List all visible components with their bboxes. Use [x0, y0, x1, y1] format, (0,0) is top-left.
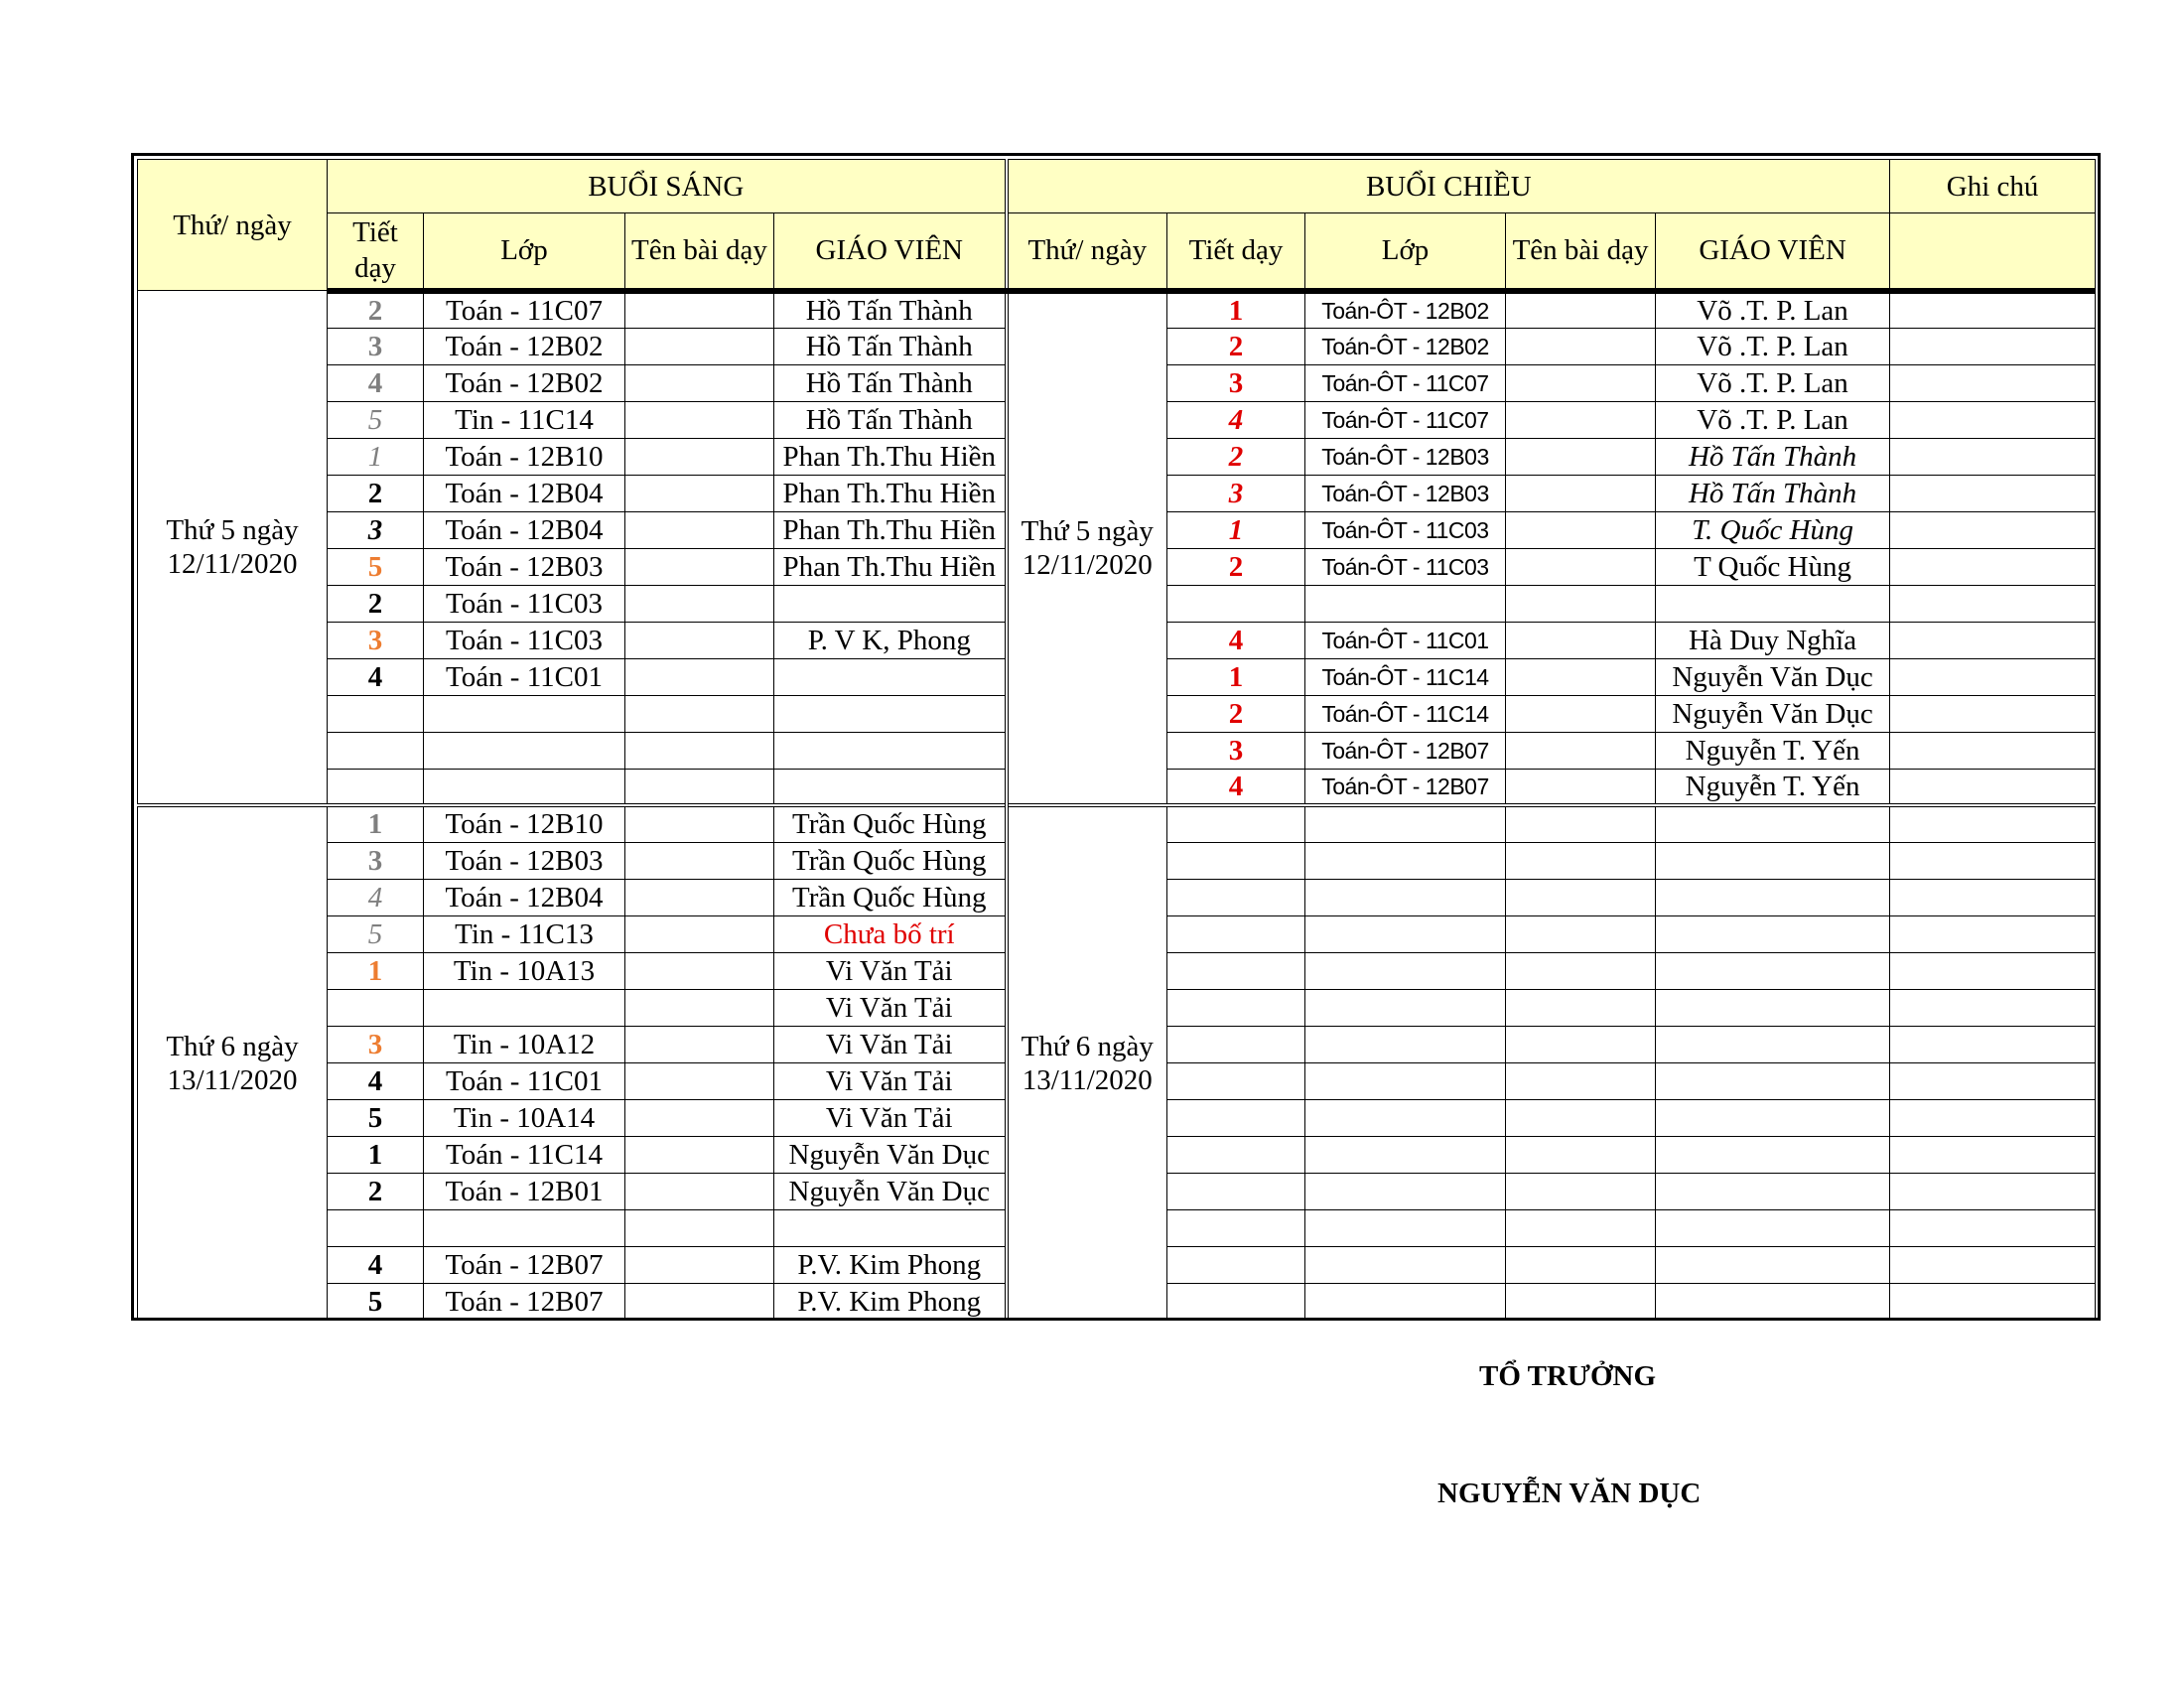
schedule-sheet — [131, 153, 2101, 1321]
lesson-cell-pm — [1506, 291, 1656, 329]
period-cell-pm — [1167, 1209, 1305, 1246]
class-cell: Toán - 12B02 — [424, 328, 625, 364]
lesson-cell-pm — [1506, 915, 1656, 952]
period-cell-pm — [1167, 1062, 1305, 1099]
period-cell: 4 — [328, 1062, 424, 1099]
period-cell — [328, 695, 424, 732]
note-cell — [1890, 438, 2096, 475]
teacher-cell-pm — [1656, 1283, 1890, 1320]
note-cell — [1890, 475, 2096, 511]
class-cell-pm — [1305, 989, 1506, 1026]
header-lop-pm: Lớp — [1305, 213, 1506, 291]
class-cell-pm — [1305, 1099, 1506, 1136]
day-label-afternoon: Thứ 6 ngày 13/11/2020 — [1007, 805, 1167, 1320]
lesson-cell-pm — [1506, 879, 1656, 915]
class-cell-pm: Toán-ÔT - 12B07 — [1305, 769, 1506, 805]
lesson-cell — [625, 585, 774, 622]
teacher-cell: Vi Văn Tải — [774, 1026, 1007, 1062]
period-cell-pm — [1167, 1136, 1305, 1173]
lesson-cell — [625, 695, 774, 732]
note-cell — [1890, 364, 2096, 401]
note-cell — [1890, 1026, 2096, 1062]
teacher-cell: P. V K, Phong — [774, 622, 1007, 658]
lesson-cell-pm — [1506, 548, 1656, 585]
period-cell: 2 — [328, 291, 424, 329]
class-cell-pm: Toán-ÔT - 11C14 — [1305, 695, 1506, 732]
period-cell: 1 — [328, 438, 424, 475]
teacher-cell-pm — [1656, 1099, 1890, 1136]
note-cell — [1890, 732, 2096, 769]
lesson-cell — [625, 769, 774, 805]
lesson-cell — [625, 1209, 774, 1246]
lesson-cell-pm — [1506, 438, 1656, 475]
period-cell-pm: 3 — [1167, 732, 1305, 769]
class-cell: Toán - 12B07 — [424, 1246, 625, 1283]
lesson-cell-pm — [1506, 1246, 1656, 1283]
period-cell-pm: 4 — [1167, 401, 1305, 438]
period-cell-pm — [1167, 1246, 1305, 1283]
class-cell: Toán - 11C07 — [424, 291, 625, 329]
period-cell-pm: 1 — [1167, 291, 1305, 329]
class-cell: Tin - 10A13 — [424, 952, 625, 989]
period-cell-pm — [1167, 1283, 1305, 1320]
note-cell — [1890, 842, 2096, 879]
period-cell: 5 — [328, 1099, 424, 1136]
period-cell-pm — [1167, 805, 1305, 842]
note-cell — [1890, 1209, 2096, 1246]
period-cell-pm — [1167, 952, 1305, 989]
lesson-cell — [625, 732, 774, 769]
teacher-cell: Phan Th.Thu Hiền — [774, 475, 1007, 511]
teacher-cell — [774, 769, 1007, 805]
class-cell-pm: Toán-ÔT - 12B07 — [1305, 732, 1506, 769]
lesson-cell — [625, 842, 774, 879]
period-cell-pm — [1167, 1099, 1305, 1136]
class-cell — [424, 989, 625, 1026]
teacher-cell-pm — [1656, 1136, 1890, 1173]
class-cell-pm — [1305, 1209, 1506, 1246]
period-cell: 4 — [328, 658, 424, 695]
class-cell: Toán - 11C03 — [424, 622, 625, 658]
class-cell-pm: Toán-ÔT - 11C07 — [1305, 364, 1506, 401]
teacher-cell-pm: Hồ Tấn Thành — [1656, 475, 1890, 511]
note-cell — [1890, 1173, 2096, 1209]
lesson-cell — [625, 915, 774, 952]
lesson-cell-pm — [1506, 364, 1656, 401]
lesson-cell-pm — [1506, 1026, 1656, 1062]
lesson-cell-pm — [1506, 952, 1656, 989]
period-cell-pm — [1167, 989, 1305, 1026]
period-cell: 5 — [328, 548, 424, 585]
note-cell — [1890, 622, 2096, 658]
header-ghi-chu-blank — [1890, 213, 2096, 291]
teacher-cell-pm — [1656, 1173, 1890, 1209]
note-cell — [1890, 585, 2096, 622]
lesson-cell-pm — [1506, 732, 1656, 769]
class-cell: Toán - 12B10 — [424, 805, 625, 842]
header-ghi-chu: Ghi chú — [1890, 160, 2096, 213]
class-cell-pm: Toán-ÔT - 11C03 — [1305, 548, 1506, 585]
teacher-cell-pm: Võ .T. P. Lan — [1656, 364, 1890, 401]
teacher-cell-pm: Nguyễn T. Yến — [1656, 769, 1890, 805]
note-cell — [1890, 1099, 2096, 1136]
note-cell — [1890, 1136, 2096, 1173]
teacher-cell: Phan Th.Thu Hiền — [774, 548, 1007, 585]
header-thu-ngay-pm: Thứ/ ngày — [1007, 213, 1167, 291]
period-cell — [328, 989, 424, 1026]
teacher-cell: Nguyễn Văn Dục — [774, 1136, 1007, 1173]
period-cell: 4 — [328, 879, 424, 915]
period-cell-pm — [1167, 1026, 1305, 1062]
class-cell: Toán - 12B03 — [424, 548, 625, 585]
class-cell: Toán - 11C14 — [424, 1136, 625, 1173]
teacher-cell: P.V. Kim Phong — [774, 1246, 1007, 1283]
period-cell — [328, 1209, 424, 1246]
teacher-cell: Vi Văn Tải — [774, 1099, 1007, 1136]
period-cell: 1 — [328, 952, 424, 989]
teacher-cell-pm: Hà Duy Nghĩa — [1656, 622, 1890, 658]
teacher-cell: Hồ Tấn Thành — [774, 291, 1007, 329]
period-cell: 5 — [328, 915, 424, 952]
class-cell: Toán - 12B02 — [424, 364, 625, 401]
period-cell: 3 — [328, 1026, 424, 1062]
teacher-cell: Hồ Tấn Thành — [774, 328, 1007, 364]
lesson-cell — [625, 1173, 774, 1209]
lesson-cell-pm — [1506, 1136, 1656, 1173]
class-cell: Toán - 12B04 — [424, 879, 625, 915]
class-cell: Toán - 11C03 — [424, 585, 625, 622]
teacher-cell: Phan Th.Thu Hiền — [774, 438, 1007, 475]
period-cell-pm: 4 — [1167, 622, 1305, 658]
class-cell-pm: Toán-ÔT - 12B03 — [1305, 438, 1506, 475]
teacher-cell-pm — [1656, 915, 1890, 952]
period-cell: 4 — [328, 1246, 424, 1283]
class-cell-pm: Toán-ÔT - 12B02 — [1305, 328, 1506, 364]
teacher-cell: Vi Văn Tải — [774, 1062, 1007, 1099]
class-cell: Toán - 11C01 — [424, 1062, 625, 1099]
teacher-cell-pm — [1656, 1026, 1890, 1062]
class-cell: Toán - 11C01 — [424, 658, 625, 695]
teacher-cell-pm: T Quốc Hùng — [1656, 548, 1890, 585]
class-cell: Toán - 12B07 — [424, 1283, 625, 1320]
lesson-cell-pm — [1506, 805, 1656, 842]
lesson-cell — [625, 511, 774, 548]
note-cell — [1890, 291, 2096, 329]
teacher-cell: P.V. Kim Phong — [774, 1283, 1007, 1320]
teacher-cell: Vi Văn Tải — [774, 952, 1007, 989]
teacher-cell-pm: Hồ Tấn Thành — [1656, 438, 1890, 475]
teacher-cell-pm — [1656, 952, 1890, 989]
teacher-cell-pm: Nguyễn Văn Dục — [1656, 658, 1890, 695]
lesson-cell — [625, 438, 774, 475]
class-cell-pm — [1305, 879, 1506, 915]
period-cell: 2 — [328, 585, 424, 622]
note-cell — [1890, 328, 2096, 364]
class-cell: Tin - 10A14 — [424, 1099, 625, 1136]
note-cell — [1890, 1062, 2096, 1099]
period-cell: 5 — [328, 1283, 424, 1320]
teacher-cell — [774, 695, 1007, 732]
lesson-cell — [625, 622, 774, 658]
teacher-cell-pm — [1656, 1246, 1890, 1283]
header-thu-ngay: Thứ/ ngày — [138, 160, 328, 291]
class-cell-pm — [1305, 1136, 1506, 1173]
header-giao-vien-am: GIÁO VIÊN — [774, 213, 1007, 291]
header-lop-am: Lớp — [424, 213, 625, 291]
class-cell-pm — [1305, 842, 1506, 879]
period-cell-pm — [1167, 585, 1305, 622]
class-cell: Toán - 12B10 — [424, 438, 625, 475]
header-tiet-day-pm: Tiết dạy — [1167, 213, 1305, 291]
lesson-cell — [625, 548, 774, 585]
class-cell: Toán - 12B04 — [424, 511, 625, 548]
lesson-cell — [625, 1062, 774, 1099]
period-cell-pm: 2 — [1167, 548, 1305, 585]
day-label-morning: Thứ 6 ngày 13/11/2020 — [138, 805, 328, 1320]
lesson-cell — [625, 1246, 774, 1283]
class-cell: Tin - 11C14 — [424, 401, 625, 438]
note-cell — [1890, 511, 2096, 548]
class-cell-pm — [1305, 1173, 1506, 1209]
lesson-cell-pm — [1506, 1062, 1656, 1099]
class-cell-pm — [1305, 1062, 1506, 1099]
period-cell: 3 — [328, 511, 424, 548]
teacher-cell-pm — [1656, 1062, 1890, 1099]
lesson-cell-pm — [1506, 328, 1656, 364]
class-cell-pm — [1305, 1283, 1506, 1320]
header-ten-bai-pm: Tên bài dạy — [1506, 213, 1656, 291]
lesson-cell-pm — [1506, 658, 1656, 695]
lesson-cell — [625, 989, 774, 1026]
teacher-cell: Vi Văn Tải — [774, 989, 1007, 1026]
lesson-cell-pm — [1506, 842, 1656, 879]
period-cell: 1 — [328, 1136, 424, 1173]
lesson-cell — [625, 805, 774, 842]
day-label-afternoon: Thứ 5 ngày 12/11/2020 — [1007, 291, 1167, 806]
class-cell-pm: Toán-ÔT - 11C14 — [1305, 658, 1506, 695]
period-cell-pm: 3 — [1167, 475, 1305, 511]
lesson-cell — [625, 1099, 774, 1136]
class-cell-pm — [1305, 585, 1506, 622]
teacher-cell — [774, 585, 1007, 622]
period-cell-pm — [1167, 842, 1305, 879]
lesson-cell-pm — [1506, 475, 1656, 511]
teacher-cell-pm — [1656, 585, 1890, 622]
teacher-cell-pm: Võ .T. P. Lan — [1656, 328, 1890, 364]
teacher-cell: Hồ Tấn Thành — [774, 401, 1007, 438]
period-cell: 5 — [328, 401, 424, 438]
lesson-cell — [625, 475, 774, 511]
teacher-cell-pm: Võ .T. P. Lan — [1656, 401, 1890, 438]
note-cell — [1890, 952, 2096, 989]
teacher-cell: Hồ Tấn Thành — [774, 364, 1007, 401]
class-cell-pm: Toán-ÔT - 12B03 — [1305, 475, 1506, 511]
period-cell: 4 — [328, 364, 424, 401]
teacher-cell-pm — [1656, 989, 1890, 1026]
period-cell: 3 — [328, 328, 424, 364]
period-cell: 1 — [328, 805, 424, 842]
lesson-cell-pm — [1506, 1173, 1656, 1209]
table-row — [138, 291, 2096, 329]
period-cell: 3 — [328, 622, 424, 658]
header-buoi-chieu: BUỔI CHIỀU — [1007, 160, 1890, 213]
class-cell: Tin - 11C13 — [424, 915, 625, 952]
teacher-cell-pm: Nguyễn Văn Dục — [1656, 695, 1890, 732]
header-ten-bai-am: Tên bài dạy — [625, 213, 774, 291]
note-cell — [1890, 1246, 2096, 1283]
class-cell: Tin - 10A12 — [424, 1026, 625, 1062]
class-cell-pm: Toán-ÔT - 11C07 — [1305, 401, 1506, 438]
lesson-cell-pm — [1506, 769, 1656, 805]
period-cell-pm: 2 — [1167, 328, 1305, 364]
period-cell-pm: 2 — [1167, 695, 1305, 732]
period-cell: 2 — [328, 1173, 424, 1209]
teacher-cell-pm: T. Quốc Hùng — [1656, 511, 1890, 548]
lesson-cell — [625, 364, 774, 401]
class-cell-pm — [1305, 1246, 1506, 1283]
teacher-cell: Chưa bố trí — [774, 915, 1007, 952]
lesson-cell-pm — [1506, 585, 1656, 622]
teacher-cell-pm — [1656, 805, 1890, 842]
lesson-cell-pm — [1506, 1099, 1656, 1136]
lesson-cell-pm — [1506, 511, 1656, 548]
period-cell: 3 — [328, 842, 424, 879]
class-cell-pm: Toán-ÔT - 12B02 — [1305, 291, 1506, 329]
lesson-cell-pm — [1506, 989, 1656, 1026]
period-cell-pm: 4 — [1167, 769, 1305, 805]
class-cell-pm — [1305, 805, 1506, 842]
period-cell-pm — [1167, 915, 1305, 952]
schedule-table — [137, 159, 2096, 1321]
note-cell — [1890, 879, 2096, 915]
teacher-cell: Trần Quốc Hùng — [774, 805, 1007, 842]
teacher-cell: Nguyễn Văn Dục — [774, 1173, 1007, 1209]
lesson-cell — [625, 658, 774, 695]
class-cell-pm — [1305, 952, 1506, 989]
lesson-cell — [625, 291, 774, 329]
header-giao-vien-pm: GIÁO VIÊN — [1656, 213, 1890, 291]
lesson-cell-pm — [1506, 622, 1656, 658]
lesson-cell — [625, 328, 774, 364]
teacher-cell-pm — [1656, 842, 1890, 879]
lesson-cell-pm — [1506, 1283, 1656, 1320]
teacher-cell: Trần Quốc Hùng — [774, 842, 1007, 879]
period-cell — [328, 769, 424, 805]
period-cell-pm — [1167, 879, 1305, 915]
teacher-cell — [774, 658, 1007, 695]
note-cell — [1890, 658, 2096, 695]
note-cell — [1890, 989, 2096, 1026]
teacher-cell: Trần Quốc Hùng — [774, 879, 1007, 915]
class-cell — [424, 1209, 625, 1246]
lesson-cell — [625, 1283, 774, 1320]
note-cell — [1890, 915, 2096, 952]
class-cell-pm — [1305, 1026, 1506, 1062]
class-cell: Toán - 12B04 — [424, 475, 625, 511]
day-label-morning: Thứ 5 ngày 12/11/2020 — [138, 291, 328, 806]
class-cell-pm: Toán-ÔT - 11C03 — [1305, 511, 1506, 548]
class-cell — [424, 732, 625, 769]
lesson-cell — [625, 1136, 774, 1173]
note-cell — [1890, 769, 2096, 805]
table-row — [138, 805, 2096, 842]
teacher-cell — [774, 732, 1007, 769]
lesson-cell — [625, 952, 774, 989]
header-tiet-day-am: Tiết dạy — [328, 213, 424, 291]
class-cell — [424, 769, 625, 805]
class-cell: Toán - 12B01 — [424, 1173, 625, 1209]
period-cell — [328, 732, 424, 769]
class-cell — [424, 695, 625, 732]
signature-title: TỔ TRƯỞNG — [1479, 1360, 1657, 1392]
period-cell-pm: 1 — [1167, 658, 1305, 695]
note-cell — [1890, 548, 2096, 585]
period-cell-pm — [1167, 1173, 1305, 1209]
signature-name: NGUYỄN VĂN DỤC — [1437, 1477, 1702, 1509]
lesson-cell — [625, 401, 774, 438]
teacher-cell — [774, 1209, 1007, 1246]
note-cell — [1890, 401, 2096, 438]
class-cell: Toán - 12B03 — [424, 842, 625, 879]
header-buoi-sang: BUỔI SÁNG — [328, 160, 1007, 213]
period-cell: 2 — [328, 475, 424, 511]
note-cell — [1890, 695, 2096, 732]
teacher-cell-pm — [1656, 1209, 1890, 1246]
lesson-cell — [625, 879, 774, 915]
class-cell-pm: Toán-ÔT - 11C01 — [1305, 622, 1506, 658]
teacher-cell-pm: Nguyễn T. Yến — [1656, 732, 1890, 769]
note-cell — [1890, 1283, 2096, 1320]
lesson-cell-pm — [1506, 1209, 1656, 1246]
lesson-cell-pm — [1506, 401, 1656, 438]
period-cell-pm: 3 — [1167, 364, 1305, 401]
lesson-cell-pm — [1506, 695, 1656, 732]
period-cell-pm: 2 — [1167, 438, 1305, 475]
teacher-cell: Phan Th.Thu Hiền — [774, 511, 1007, 548]
teacher-cell-pm — [1656, 879, 1890, 915]
note-cell — [1890, 805, 2096, 842]
class-cell-pm — [1305, 915, 1506, 952]
lesson-cell — [625, 1026, 774, 1062]
teacher-cell-pm: Võ .T. P. Lan — [1656, 291, 1890, 329]
period-cell-pm: 1 — [1167, 511, 1305, 548]
